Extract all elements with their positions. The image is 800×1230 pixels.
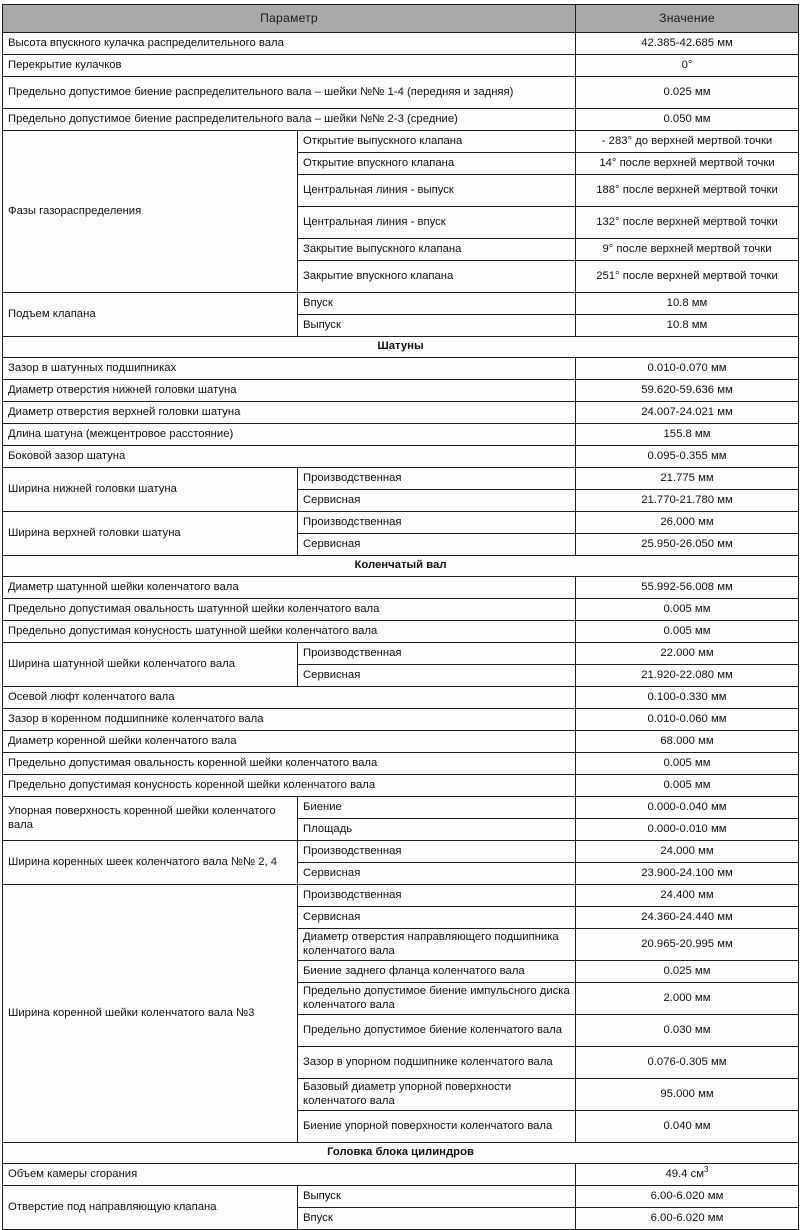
param-value: 2.000 мм (576, 983, 799, 1015)
param-value: 0.005 мм (576, 599, 799, 621)
section-title-cylinder-head: Головка блока цилиндров (3, 1143, 799, 1164)
sub-label: Открытие выпускного клапана (298, 131, 576, 153)
param-value: 42.385-42.685 мм (576, 33, 799, 55)
param-value: - 283° до верхней мертвой точки (576, 131, 799, 153)
param-value: 0.025 мм (576, 961, 799, 983)
table-row (3, 512, 799, 534)
param-group-label: Ширина коренных шеек коленчатого вала №№ 2, 4 (3, 841, 298, 885)
sub-label: Зазор в упорном подшипнике коленчатого вала (298, 1047, 576, 1079)
sub-label: Закрытие выпускного клапана (298, 239, 576, 261)
param-label: Предельно допустимая овальность шатунной шейки коленчатого вала (3, 599, 576, 621)
table-row (3, 380, 799, 402)
param-value: 155.8 мм (576, 424, 799, 446)
table-row (3, 402, 799, 424)
sub-label: Предельно допустимое биение импульсного диска коленчатого вала (298, 983, 576, 1015)
param-group-label: Отверстие под направляющую клапана (3, 1186, 298, 1230)
param-value: 0.076-0.305 мм (576, 1047, 799, 1079)
table-row (3, 77, 799, 109)
param-value: 0.040 мм (576, 1111, 799, 1143)
param-group-label: Подъем клапана (3, 293, 298, 337)
param-value (576, 1164, 799, 1186)
param-value: 24.400 мм (576, 885, 799, 907)
sub-label: Сервисная (298, 863, 576, 885)
table-row (3, 1186, 799, 1208)
sub-label: Производственная (298, 512, 576, 534)
table-row (3, 109, 799, 131)
param-value: 0.025 мм (576, 77, 799, 109)
specifications-table (2, 4, 799, 1230)
param-label: Диаметр коренной шейки коленчатого вала (3, 731, 576, 753)
param-value: 6.00-6.020 мм (576, 1186, 799, 1208)
section-title-crankshaft: Коленчатый вал (3, 556, 799, 577)
param-value: 0.010-0.060 мм (576, 709, 799, 731)
section-banner-row (3, 1143, 799, 1164)
param-value: 25.950-26.050 мм (576, 534, 799, 556)
table-row (3, 731, 799, 753)
param-group-label: Упорная поверхность коренной шейки коленчатого вала (3, 797, 298, 841)
param-value: 23.900-24.100 мм (576, 863, 799, 885)
param-value: 0.030 мм (576, 1015, 799, 1047)
sub-label: Выпуск (298, 1186, 576, 1208)
param-group-label: Ширина коренной шейки коленчатого вала №3 (3, 885, 298, 1143)
table-row (3, 446, 799, 468)
table-row (3, 424, 799, 446)
param-value: 0.095-0.355 мм (576, 446, 799, 468)
section-title-connecting-rods: Шатуны (3, 337, 799, 358)
table-row (3, 33, 799, 55)
param-value: 24.000 мм (576, 841, 799, 863)
param-value: 0.000-0.040 мм (576, 797, 799, 819)
param-value: 24.007-24.021 мм (576, 402, 799, 424)
param-label: Боковой зазор шатуна (3, 446, 576, 468)
param-value: 0.005 мм (576, 753, 799, 775)
param-value: 21.770-21.780 мм (576, 490, 799, 512)
param-group-label: Ширина верхней головки шатуна (3, 512, 298, 556)
table-row (3, 643, 799, 665)
param-label: Предельно допустимая конусность шатунной шейки коленчатого вала (3, 621, 576, 643)
sub-label: Биение упорной поверхности коленчатого вала (298, 1111, 576, 1143)
sub-label: Диаметр отверстия направляющего подшипника коленчатого вала (298, 929, 576, 961)
param-value: 55.992-56.008 мм (576, 577, 799, 599)
param-label: Предельно допустимая овальность коренной шейки коленчатого вала (3, 753, 576, 775)
table-row (3, 293, 799, 315)
sub-label: Сервисная (298, 534, 576, 556)
param-value: 95.000 мм (576, 1079, 799, 1111)
table-row (3, 599, 799, 621)
sub-label: Базовый диаметр упорной поверхности коленчатого вала (298, 1079, 576, 1111)
param-value: 9° после верхней мертвой точки (576, 239, 799, 261)
table-row (3, 797, 799, 819)
param-group-label: Ширина шатунной шейки коленчатого вала (3, 643, 298, 687)
sub-label: Производственная (298, 643, 576, 665)
sub-label: Биение (298, 797, 576, 819)
sub-label: Предельно допустимое биение коленчатого вала (298, 1015, 576, 1047)
param-value: 0.050 мм (576, 109, 799, 131)
table-row (3, 1164, 799, 1186)
table-header-row (3, 5, 799, 33)
param-label: Предельно допустимое биение распределительного вала – шейки №№ 1-4 (передняя и задняя) (3, 77, 576, 109)
param-value: 6.00-6.020 мм (576, 1208, 799, 1230)
sub-label: Производственная (298, 885, 576, 907)
param-value: 0° (576, 55, 799, 77)
param-label: Осевой люфт коленчатого вала (3, 687, 576, 709)
column-header-parameter: Параметр (3, 5, 576, 33)
sub-label: Производственная (298, 468, 576, 490)
param-label: Высота впускного кулачка распределительного вала (3, 33, 576, 55)
param-value: 0.005 мм (576, 775, 799, 797)
table-row (3, 131, 799, 153)
param-value: 24.360-24.440 мм (576, 907, 799, 929)
sub-label: Сервисная (298, 907, 576, 929)
sub-label: Сервисная (298, 490, 576, 512)
param-group-label: Фазы газораспределения (3, 131, 298, 293)
sub-label: Открытие впускного клапана (298, 153, 576, 175)
param-value: 26.000 мм (576, 512, 799, 534)
table-row (3, 841, 799, 863)
sub-label: Биение заднего фланца коленчатого вала (298, 961, 576, 983)
param-value: 22.000 мм (576, 643, 799, 665)
param-label: Зазор в коренном подшипнике коленчатого вала (3, 709, 576, 731)
sub-label: Впуск (298, 1208, 576, 1230)
param-label: Длина шатуна (межцентровое расстояние) (3, 424, 576, 446)
param-label: Диаметр шатунной шейки коленчатого вала (3, 577, 576, 599)
sub-label: Центральная линия - выпуск (298, 175, 576, 207)
param-label: Объем камеры сгорания (3, 1164, 576, 1186)
combustion-chamber-volume: 49.4 см (665, 1167, 704, 1180)
param-group-label: Ширина нижней головки шатуна (3, 468, 298, 512)
param-label: Перекрытие кулачков (3, 55, 576, 77)
param-value: 188° после верхней мертвой точки (576, 175, 799, 207)
param-value: 0.005 мм (576, 621, 799, 643)
param-label: Диаметр отверстия верхней головки шатуна (3, 402, 576, 424)
param-label: Диаметр отверстия нижней головки шатуна (3, 380, 576, 402)
param-value: 59.620-59.636 мм (576, 380, 799, 402)
param-value: 10.8 мм (576, 315, 799, 337)
param-value: 21.775 мм (576, 468, 799, 490)
param-value: 20.965-20.995 мм (576, 929, 799, 961)
table-row (3, 753, 799, 775)
sub-label: Закрытие впускного клапана (298, 261, 576, 293)
table-row (3, 687, 799, 709)
sub-label: Центральная линия - впуск (298, 207, 576, 239)
table-row (3, 775, 799, 797)
param-label: Предельно допустимая конусность коренной шейки коленчатого вала (3, 775, 576, 797)
param-value: 21.920-22.080 мм (576, 665, 799, 687)
table-row (3, 621, 799, 643)
table-row (3, 709, 799, 731)
param-label: Предельно допустимое биение распределительного вала – шейки №№ 2-3 (средние) (3, 109, 576, 131)
section-banner-row (3, 337, 799, 358)
sub-label: Сервисная (298, 665, 576, 687)
sub-label: Производственная (298, 841, 576, 863)
param-value: 0.000-0.010 мм (576, 819, 799, 841)
param-value: 68.000 мм (576, 731, 799, 753)
param-label: Зазор в шатунных подшипниках (3, 358, 576, 380)
param-value: 0.100-0.330 мм (576, 687, 799, 709)
table-row (3, 468, 799, 490)
param-value: 0.010-0.070 мм (576, 358, 799, 380)
param-value: 132° после верхней мертвой точки (576, 207, 799, 239)
table-row (3, 577, 799, 599)
column-header-value: Значение (576, 5, 799, 33)
table-row (3, 885, 799, 907)
sub-label: Впуск (298, 293, 576, 315)
sub-label: Площадь (298, 819, 576, 841)
table-row (3, 358, 799, 380)
param-value: 251° после верхней мертвой точки (576, 261, 799, 293)
section-banner-row (3, 556, 799, 577)
sub-label: Выпуск (298, 315, 576, 337)
volume-unit-exponent: 3 (704, 1165, 709, 1175)
param-value: 10.8 мм (576, 293, 799, 315)
param-value: 14° после верхней мертвой точки (576, 153, 799, 175)
table-row (3, 55, 799, 77)
